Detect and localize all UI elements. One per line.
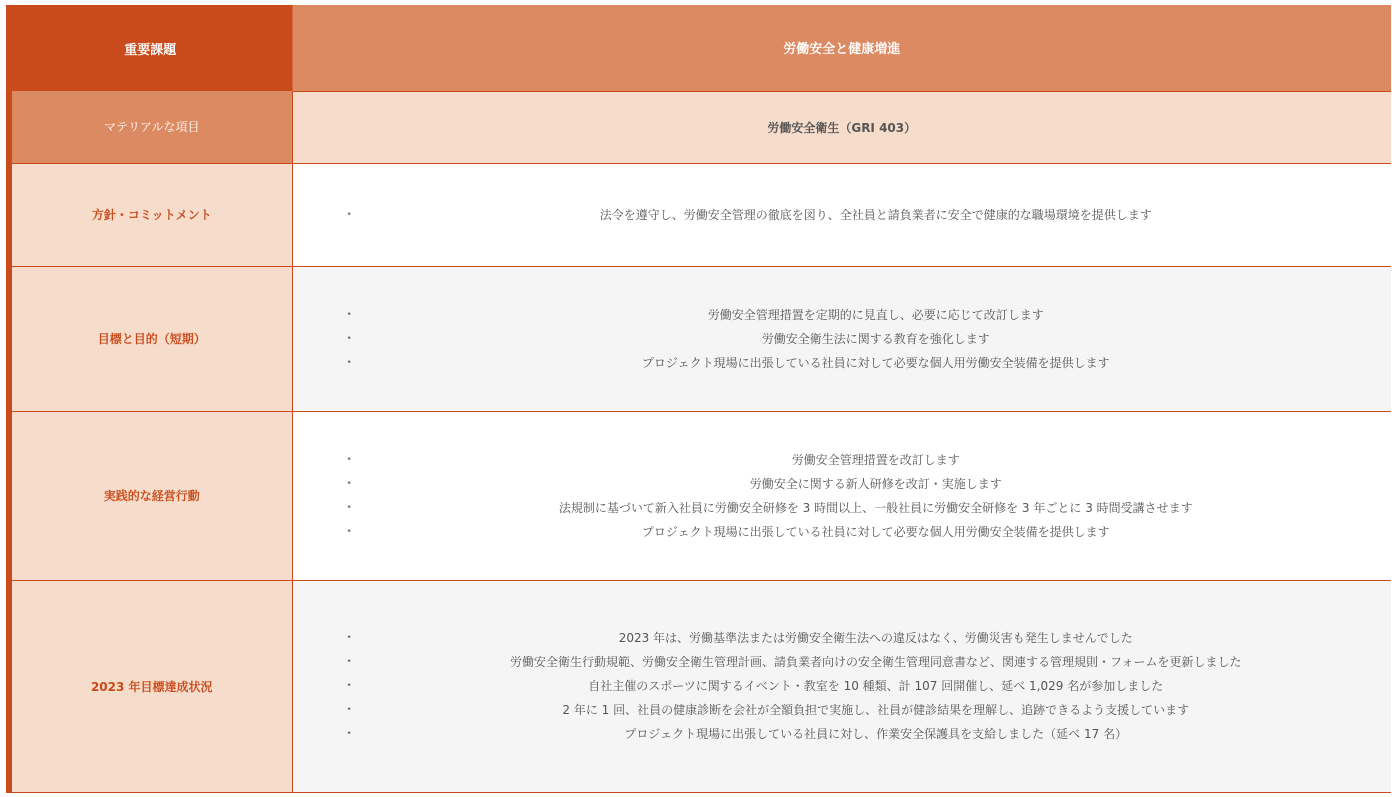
table-row: [9, 580, 1391, 792]
list-item: • プロジェクト現場に出張している社員に対し、作業安全保護具を支給しました（延べ 17 名）: [347, 722, 1392, 746]
material-item-value: 労働安全衛生（GRI 403）: [292, 91, 1391, 163]
material-row: [9, 91, 1391, 163]
row-content-actions: [292, 411, 1391, 580]
list-item: • 労働安全衛生行動規範、労働安全衛生管理計画、請負業者向けの安全衛生管理同意書など、関連する管理規則・フォームを更新しました: [347, 650, 1392, 674]
list-item: • 2023 年は、労働基準法または労働安全衛生法への違反はなく、労働災害も発生しませんでした: [347, 626, 1392, 650]
bullet-list: [293, 303, 1392, 375]
list-item: • 労働安全に関する新人研修を改訂・実施します: [347, 472, 1392, 496]
row-label-status: 2023 年目標達成状況: [9, 580, 292, 792]
list-item: • 2 年に 1 回、社員の健康診断を会社が全額負担で実施し、社員が健診結果を理解し、追跡できるよう支援しています: [347, 698, 1392, 722]
header-issue-title: 労働安全と健康増進: [292, 5, 1391, 91]
table-row: [9, 266, 1391, 411]
row-content-status: [292, 580, 1391, 792]
header-issue-label: 重要課題: [9, 5, 292, 91]
material-issue-table: [6, 5, 1391, 793]
list-item: • 法令を遵守し、労働安全管理の徹底を図り、全社員と請負業者に安全で健康的な職場環境を提供します: [347, 203, 1392, 227]
bullet-list: [293, 448, 1392, 544]
list-item: • 労働安全管理措置を定期的に見直し、必要に応じて改訂します: [347, 303, 1392, 327]
list-item: • 法規制に基づいて新入社員に労働安全研修を 3 時間以上、一般社員に労働安全研修を 3 年ごとに 3 時間受講させます: [347, 496, 1392, 520]
list-item: • 自社主催のスポーツに関するイベント・教室を 10 種類、計 107 回開催し、延べ 1,029 名が参加しました: [347, 674, 1392, 698]
table-row: [9, 163, 1391, 266]
list-item: • プロジェクト現場に出張している社員に対して必要な個人用労働安全装備を提供します: [347, 351, 1392, 375]
table-header-row: [9, 5, 1391, 91]
row-content-policy: [292, 163, 1391, 266]
row-content-goals: [292, 266, 1391, 411]
list-item: • 労働安全衛生法に関する教育を強化します: [347, 327, 1392, 351]
bullet-list: [293, 626, 1392, 746]
bullet-list: [293, 203, 1392, 227]
row-label-policy: 方針・コミットメント: [9, 163, 292, 266]
table-row: [9, 411, 1391, 580]
list-item: • 労働安全管理措置を改訂します: [347, 448, 1392, 472]
material-item-label: マテリアルな項目: [9, 91, 292, 163]
row-label-goals: 目標と目的（短期）: [9, 266, 292, 411]
list-item: • プロジェクト現場に出張している社員に対して必要な個人用労働安全装備を提供します: [347, 520, 1392, 544]
row-label-actions: 実践的な経営行動: [9, 411, 292, 580]
